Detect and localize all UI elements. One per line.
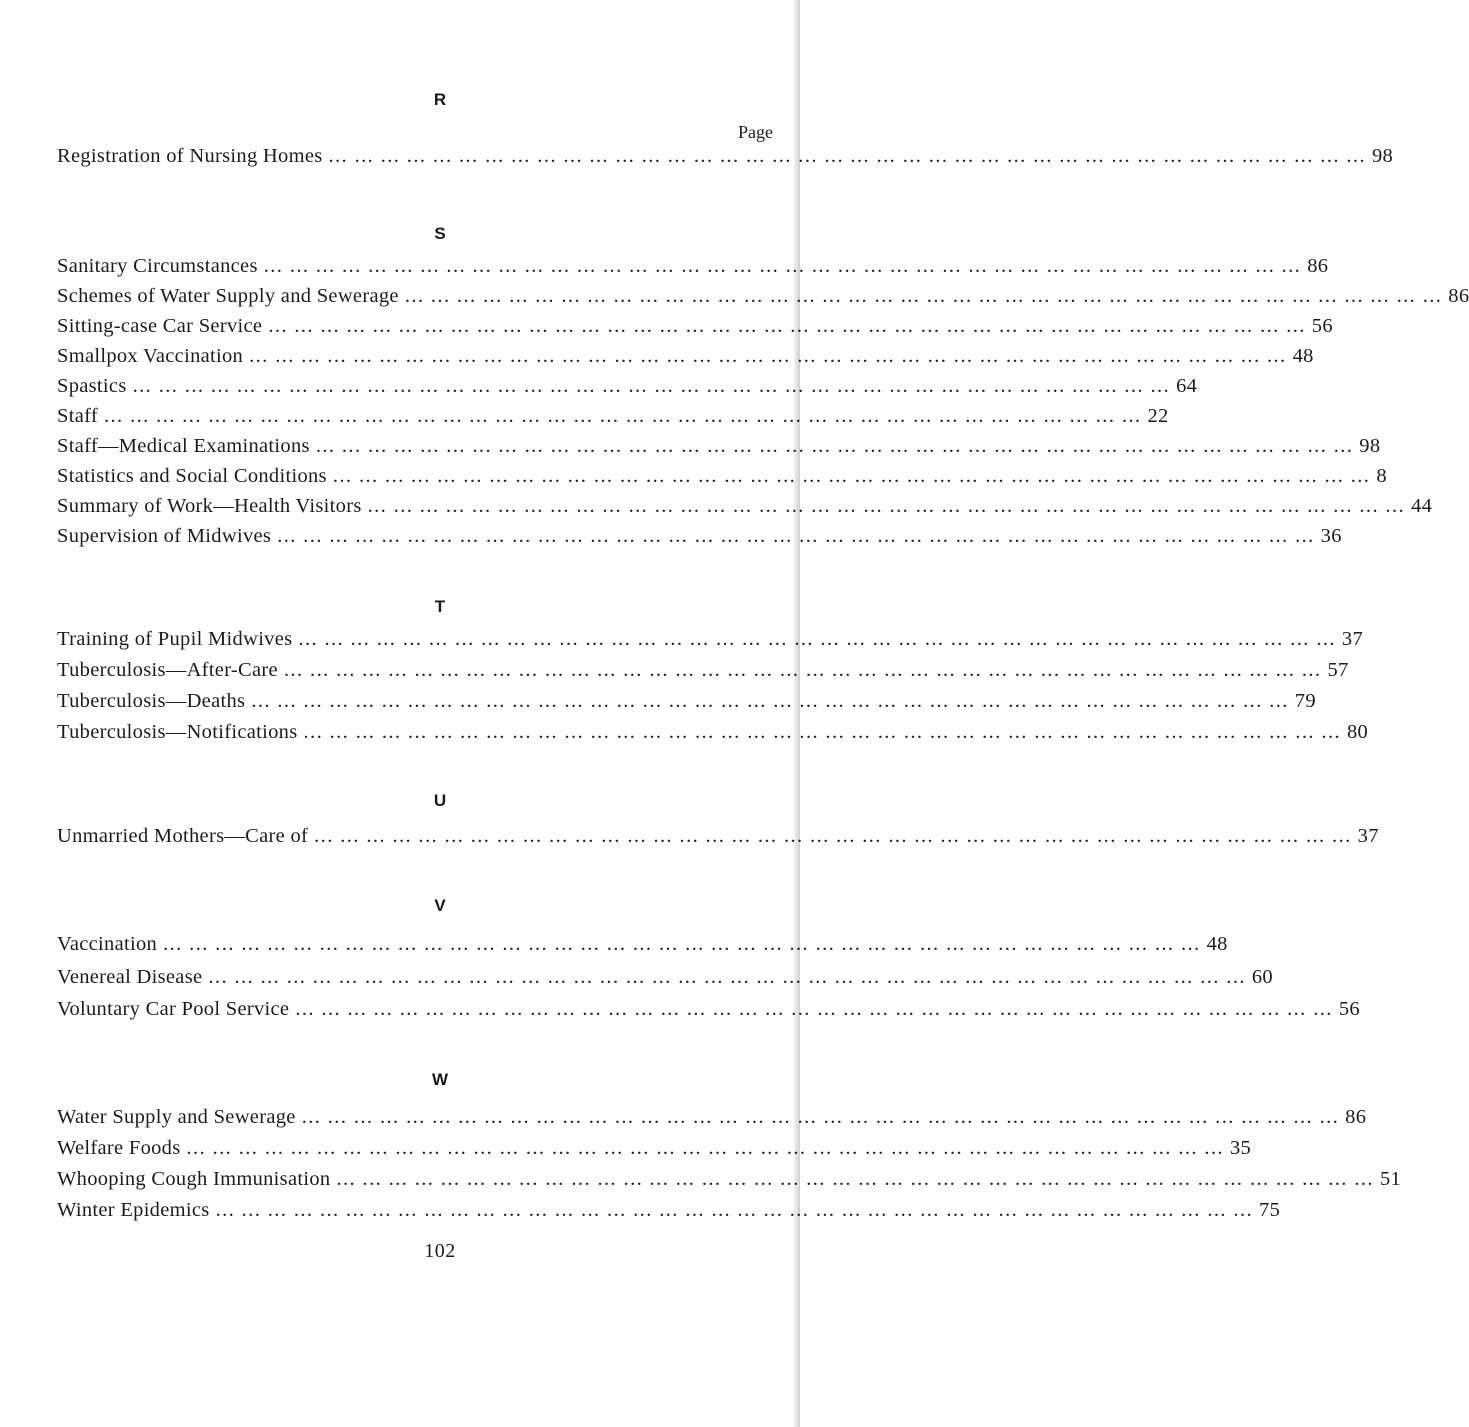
entry-label: Tuberculosis—After-Care [57, 659, 278, 681]
index-entry [57, 933, 1228, 961]
leader-dots: ... ... ... ... ... ... ... ... ... ... ... ... ... ... ... ... ... ... ... ... ... ... ... ... ... ... ... ... ... ... ... ... ... ... ... ... ... ... ... ... [132, 375, 1171, 397]
entry-label: Supervision of Midwives [57, 525, 272, 547]
entry-page: 48 [1292, 345, 1314, 367]
leader-dots: ... ... ... ... ... ... ... ... ... ... ... ... ... ... ... ... ... ... ... ... ... ... ... ... ... ... ... ... ... ... ... ... ... ... ... ... ... ... ... ... [404, 285, 1443, 307]
entry-page: 60 [1251, 966, 1273, 988]
section-letter-r: R [433, 90, 447, 109]
section-letter-u: U [433, 791, 447, 810]
entry-label: Spastics [57, 375, 127, 397]
leader-dots: ... ... ... ... ... ... ... ... ... ... ... ... ... ... ... ... ... ... ... ... ... ... ... ... ... ... ... ... ... ... ... ... ... ... ... ... ... ... ... ... [328, 145, 1366, 167]
entry-label: Registration of Nursing Homes [57, 145, 323, 167]
entry-page: 64 [1176, 375, 1198, 397]
entry-page: 37 [1341, 628, 1364, 650]
entry-page: 98 [1359, 435, 1381, 457]
section-letter-v: V [434, 896, 446, 915]
entry-page: 56 [1338, 998, 1360, 1020]
entry-label: Venereal Disease [57, 966, 203, 988]
index-entry [57, 628, 1364, 656]
index-entry [57, 145, 1394, 173]
index-entry [57, 1199, 1281, 1227]
section-letter-s: S [434, 224, 446, 243]
index-entry [57, 690, 1316, 718]
entry-page: 48 [1206, 933, 1228, 955]
leader-dots: ... ... ... ... ... ... ... ... ... ... ... ... ... ... ... ... ... ... ... ... ... ... ... ... ... ... ... ... ... ... ... ... ... ... ... ... ... ... ... ... [277, 525, 1315, 547]
leader-dots: ... ... ... ... ... ... ... ... ... ... ... ... ... ... ... ... ... ... ... ... ... ... ... ... ... ... ... ... ... ... ... ... ... ... ... ... ... ... ... ... [249, 345, 1287, 367]
entry-label: Winter Epidemics [57, 1199, 210, 1221]
index-entry [57, 435, 1381, 463]
entry-page: 35 [1230, 1137, 1252, 1159]
entry-page: 79 [1294, 690, 1316, 712]
entry-label: Tuberculosis—Deaths [57, 690, 246, 712]
leader-dots: ... ... ... ... ... ... ... ... ... ... ... ... ... ... ... ... ... ... ... ... ... ... ... ... ... ... ... ... ... ... ... ... ... ... ... ... ... ... ... ... [163, 933, 1201, 955]
entry-label: Unmarried Mothers—Care of [57, 825, 309, 847]
entry-page: 22 [1147, 405, 1169, 427]
index-entry [57, 405, 1169, 433]
entry-page: 80 [1347, 721, 1369, 743]
entry-label: Tuberculosis—Notifications [57, 721, 298, 743]
entry-label: Welfare Foods [57, 1137, 181, 1159]
index-entry [57, 721, 1369, 749]
index-entry [57, 255, 1329, 283]
index-entry [57, 998, 1360, 1026]
leader-dots: ... ... ... ... ... ... ... ... ... ... ... ... ... ... ... ... ... ... ... ... ... ... ... ... ... ... ... ... ... ... ... ... ... ... ... ... ... ... ... ... [315, 435, 1354, 457]
entry-label: Summary of Work—Health Visitors [57, 495, 362, 517]
entry-label: Training of Pupil Midwives [57, 628, 293, 650]
entry-label: Whooping Cough Immunisation [57, 1168, 331, 1190]
section-letter-t: T [434, 597, 446, 616]
section-letter-w: W [431, 1070, 449, 1089]
leader-dots: ... ... ... ... ... ... ... ... ... ... ... ... ... ... ... ... ... ... ... ... ... ... ... ... ... ... ... ... ... ... ... ... ... ... ... ... ... ... ... ... [303, 721, 1341, 743]
page-column-header: Page [738, 122, 773, 142]
entry-label: Voluntary Car Pool Service [57, 998, 290, 1020]
entry-label: Staff—Medical Examinations [57, 435, 310, 457]
leader-dots: ... ... ... ... ... ... ... ... ... ... ... ... ... ... ... ... ... ... ... ... ... ... ... ... ... ... ... ... ... ... ... ... ... ... ... ... ... ... ... ... [301, 1106, 1340, 1128]
entry-page: 36 [1320, 525, 1342, 547]
entry-page: 86 [1345, 1106, 1367, 1128]
index-entry [57, 1106, 1367, 1134]
leader-dots: ... ... ... ... ... ... ... ... ... ... ... ... ... ... ... ... ... ... ... ... ... ... ... ... ... ... ... ... ... ... ... ... ... ... ... ... ... ... ... ... [186, 1137, 1224, 1159]
leader-dots: ... ... ... ... ... ... ... ... ... ... ... ... ... ... ... ... ... ... ... ... ... ... ... ... ... ... ... ... ... ... ... ... ... ... ... ... ... ... ... ... [215, 1199, 1254, 1221]
index-entry [57, 345, 1314, 373]
entry-page: 98 [1371, 145, 1394, 167]
index-entry [57, 495, 1433, 523]
entry-page: 56 [1311, 315, 1333, 337]
index-entry [57, 659, 1349, 687]
leader-dots: ... ... ... ... ... ... ... ... ... ... ... ... ... ... ... ... ... ... ... ... ... ... ... ... ... ... ... ... ... ... ... ... ... ... ... ... ... ... ... ... [251, 690, 1289, 712]
leader-dots: ... ... ... ... ... ... ... ... ... ... ... ... ... ... ... ... ... ... ... ... ... ... ... ... ... ... ... ... ... ... ... ... ... ... ... ... ... ... ... ... [263, 255, 1302, 277]
leader-dots: ... ... ... ... ... ... ... ... ... ... ... ... ... ... ... ... ... ... ... ... ... ... ... ... ... ... ... ... ... ... ... ... ... ... ... ... ... ... ... ... [336, 1168, 1374, 1190]
entry-label: Smallpox Vaccination [57, 345, 244, 367]
index-entry [57, 315, 1333, 343]
index-entry [57, 285, 1469, 313]
entry-page: 37 [1357, 825, 1379, 847]
entry-label: Sitting-case Car Service [57, 315, 263, 337]
leader-dots: ... ... ... ... ... ... ... ... ... ... ... ... ... ... ... ... ... ... ... ... ... ... ... ... ... ... ... ... ... ... ... ... ... ... ... ... ... ... ... ... [367, 495, 1406, 517]
page-number: 102 [424, 1240, 456, 1262]
index-entry [57, 375, 1198, 403]
leader-dots: ... ... ... ... ... ... ... ... ... ... ... ... ... ... ... ... ... ... ... ... ... ... ... ... ... ... ... ... ... ... ... ... ... ... ... ... ... ... ... ... [314, 825, 1352, 847]
entry-label: Vaccination [57, 933, 158, 955]
entry-page: 44 [1411, 495, 1433, 517]
entry-label: Sanitary Circumstances [57, 255, 258, 277]
entry-label: Schemes of Water Supply and Sewerage [57, 285, 399, 307]
entry-page: 57 [1327, 659, 1349, 681]
leader-dots: ... ... ... ... ... ... ... ... ... ... ... ... ... ... ... ... ... ... ... ... ... ... ... ... ... ... ... ... ... ... ... ... ... ... ... ... ... ... ... ... [208, 966, 1246, 988]
leader-dots: ... ... ... ... ... ... ... ... ... ... ... ... ... ... ... ... ... ... ... ... ... ... ... ... ... ... ... ... ... ... ... ... ... ... ... ... ... ... ... ... [268, 315, 1306, 337]
entry-page: 51 [1379, 1168, 1402, 1190]
entry-page: 75 [1259, 1199, 1281, 1221]
index-entry [57, 1168, 1402, 1196]
index-entry [57, 525, 1342, 553]
entry-label: Statistics and Social Conditions [57, 465, 327, 487]
index-entry [57, 825, 1379, 853]
leader-dots: ... ... ... ... ... ... ... ... ... ... ... ... ... ... ... ... ... ... ... ... ... ... ... ... ... ... ... ... ... ... ... ... ... ... ... ... ... ... ... ... [332, 465, 1371, 487]
entry-label: Water Supply and Sewerage [57, 1106, 296, 1128]
entry-label: Staff [57, 405, 98, 427]
index-entry [57, 966, 1273, 994]
index-entry [57, 465, 1387, 493]
leader-dots: ... ... ... ... ... ... ... ... ... ... ... ... ... ... ... ... ... ... ... ... ... ... ... ... ... ... ... ... ... ... ... ... ... ... ... ... ... ... ... ... [103, 405, 1142, 427]
entry-page: 86 [1448, 285, 1469, 307]
entry-page: 8 [1376, 465, 1387, 487]
leader-dots: ... ... ... ... ... ... ... ... ... ... ... ... ... ... ... ... ... ... ... ... ... ... ... ... ... ... ... ... ... ... ... ... ... ... ... ... ... ... ... ... [298, 628, 1336, 650]
entry-page: 86 [1307, 255, 1329, 277]
leader-dots: ... ... ... ... ... ... ... ... ... ... ... ... ... ... ... ... ... ... ... ... ... ... ... ... ... ... ... ... ... ... ... ... ... ... ... ... ... ... ... ... [295, 998, 1333, 1020]
index-entry [57, 1137, 1252, 1165]
leader-dots: ... ... ... ... ... ... ... ... ... ... ... ... ... ... ... ... ... ... ... ... ... ... ... ... ... ... ... ... ... ... ... ... ... ... ... ... ... ... ... ... [283, 659, 1322, 681]
